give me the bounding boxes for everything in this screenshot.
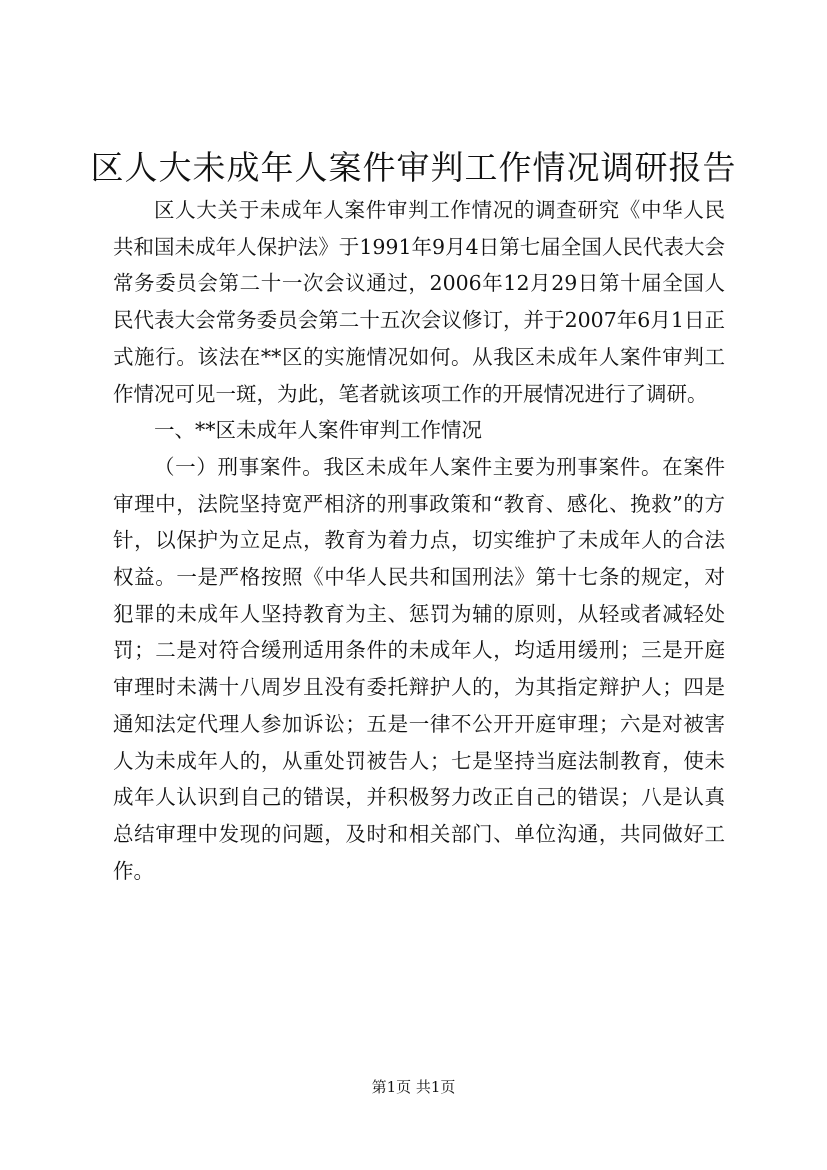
document-body bbox=[113, 192, 725, 889]
section-heading: 一、**区未成年人案件审判工作情况 bbox=[154, 418, 482, 443]
document-title: 区人大未成年人案件审判工作情况调研报告 bbox=[90, 148, 737, 187]
page-number-footer: 第1页 共1页 bbox=[371, 1078, 456, 1096]
paragraph-criminal-cases: （一）刑事案件。我区未成年人案件主要为刑事案件。在案件审理中，法院坚持宽严相济的刑事政策和“教育、感化、挽救”的方针，以保护为立足点，教育为着力点，切实维护了未成年人的合法权益。一是严格按照《中华人民共和国刑法》第十七条的规定，对犯罪的未成年人坚持教育为主、惩罚为辅的原则，从轻或者减轻处罚；二是对符合缓刑适用条件的未成年人，均适用缓刑；三是开庭审理时未满十八周岁且没有委托辩护人的，为其指定辩护人；四是通知法定代理人参加诉讼；五是一律不公开开庭审理；六是对被害人为未成年人的，从重处罚被告人；七是坚持当庭法制教育，使未成年人认识到自己的错误，并积极努力改正自己的错误；八是认真总结审理中发现的问题，及时和相关部门、单位沟通，共同做好工作。 bbox=[113, 454, 725, 883]
paragraph-intro: 区人大关于未成年人案件审判工作情况的调查研究《中华人民共和国未成年人保护法》于1991年9月4日第七届全国人民代表大会常务委员会第二十一次会议通过，2006年12月29日第十届全国人民代表大会常务委员会第二十五次会议修订，并于2007年6月1日正式施行。该法在**区的实施情况如何。从我区未成年人案件审判工作情况可见一斑，为此，笔者就该项工作的开展情况进行了调研。 bbox=[113, 198, 725, 406]
